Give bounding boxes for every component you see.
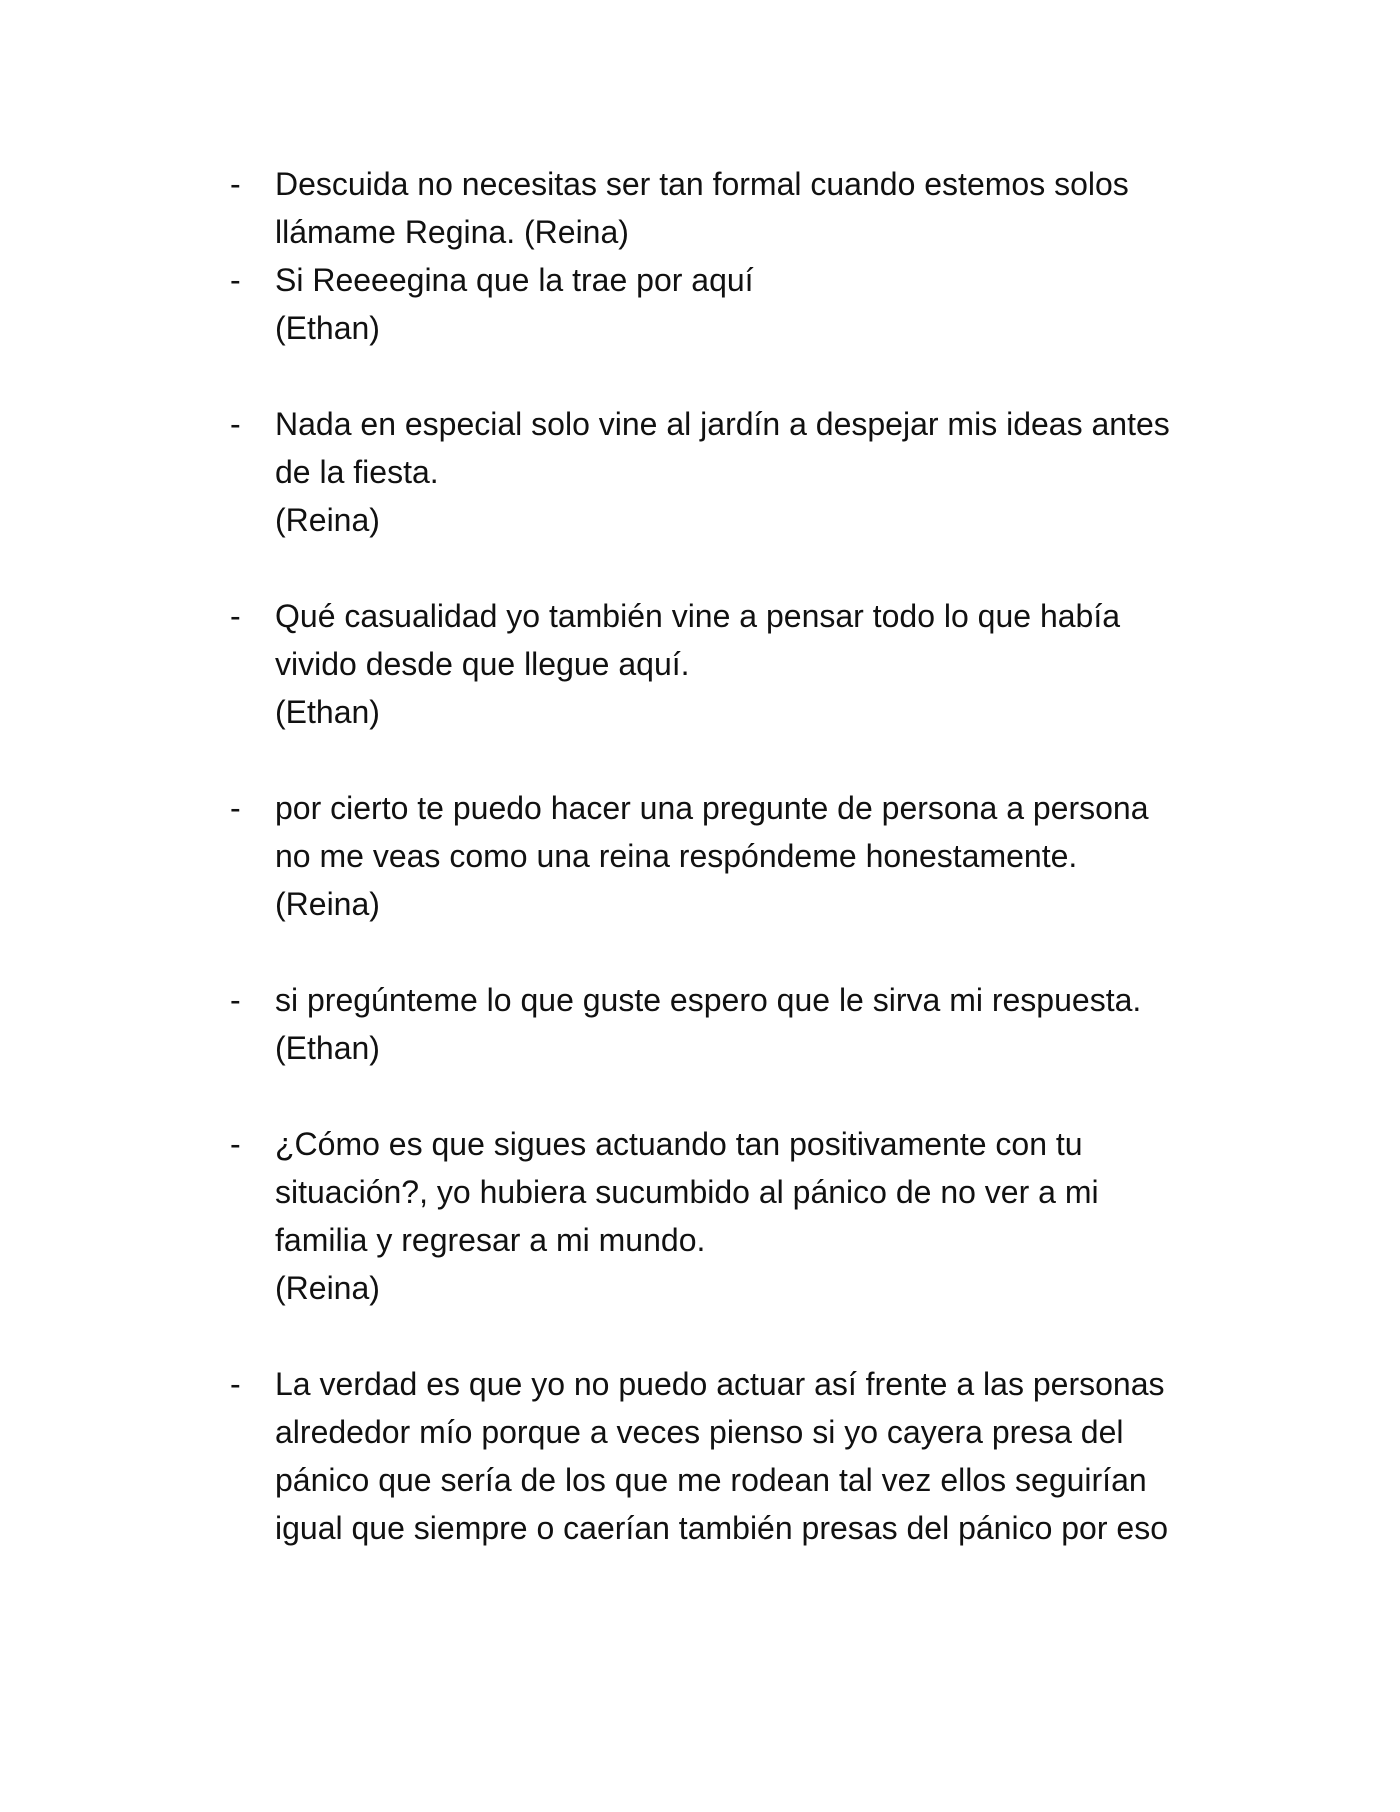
dialogue-speaker: (Reina): [275, 1270, 380, 1306]
dialogue-speaker: (Reina): [275, 502, 380, 538]
dialogue-line: si pregúnteme lo que guste espero que le sirva mi respuesta.: [275, 982, 1142, 1018]
dialogue-line: ¿Cómo es que sigues actuando tan positivamente con tu: [275, 1126, 1083, 1162]
dialogue-line: pánico que sería de los que me rodean tal vez ellos seguirían: [275, 1462, 1147, 1498]
dialogue-line: Descuida no necesitas ser tan formal cuando estemos solos: [275, 166, 1129, 202]
bullet-dash: -: [230, 166, 241, 202]
dialogue-speaker: (Ethan): [275, 694, 380, 730]
dialogue-speaker: (Reina): [275, 886, 380, 922]
dialogue-line: La verdad es que yo no puedo actuar así frente a las personas: [275, 1366, 1165, 1402]
dialogue-line: no me veas como una reina respóndeme honestamente.: [275, 838, 1078, 874]
bullet-dash: -: [230, 406, 241, 442]
dialogue-list: [230, 160, 1230, 1552]
dialogue-item: [230, 592, 1230, 736]
dialogue-line: igual que siempre o caerían también presas del pánico por eso: [275, 1510, 1168, 1546]
bullet-dash: -: [230, 1126, 241, 1162]
bullet-dash: -: [230, 982, 241, 1018]
dialogue-line: Nada en especial solo vine al jardín a despejar mis ideas antes: [275, 406, 1170, 442]
bullet-dash: -: [230, 262, 241, 298]
dialogue-item: [230, 976, 1230, 1072]
dialogue-line: vivido desde que llegue aquí.: [275, 646, 690, 682]
dialogue-line: alrededor mío porque a veces pienso si yo cayera presa del: [275, 1414, 1124, 1450]
dialogue-line: por cierto te puedo hacer una pregunte de persona a persona: [275, 790, 1149, 826]
dialogue-line: Si Reeeegina que la trae por aquí: [275, 262, 754, 298]
dialogue-line: situación?, yo hubiera sucumbido al pánico de no ver a mi: [275, 1174, 1099, 1210]
dialogue-item: [230, 1120, 1230, 1312]
bullet-dash: -: [230, 1366, 241, 1402]
dialogue-item: [230, 160, 1230, 256]
bullet-dash: -: [230, 790, 241, 826]
dialogue-item: [230, 400, 1230, 544]
dialogue-line: llámame Regina. (Reina): [275, 214, 629, 250]
bullet-dash: -: [230, 598, 241, 634]
dialogue-line: de la fiesta.: [275, 454, 439, 490]
dialogue-item: [230, 784, 1230, 928]
dialogue-speaker: (Ethan): [275, 1030, 380, 1066]
dialogue-speaker: (Ethan): [275, 310, 380, 346]
dialogue-item: [230, 256, 1230, 352]
dialogue-line: familia y regresar a mi mundo.: [275, 1222, 706, 1258]
dialogue-line: Qué casualidad yo también vine a pensar todo lo que había: [275, 598, 1121, 634]
dialogue-item: [230, 1360, 1230, 1552]
